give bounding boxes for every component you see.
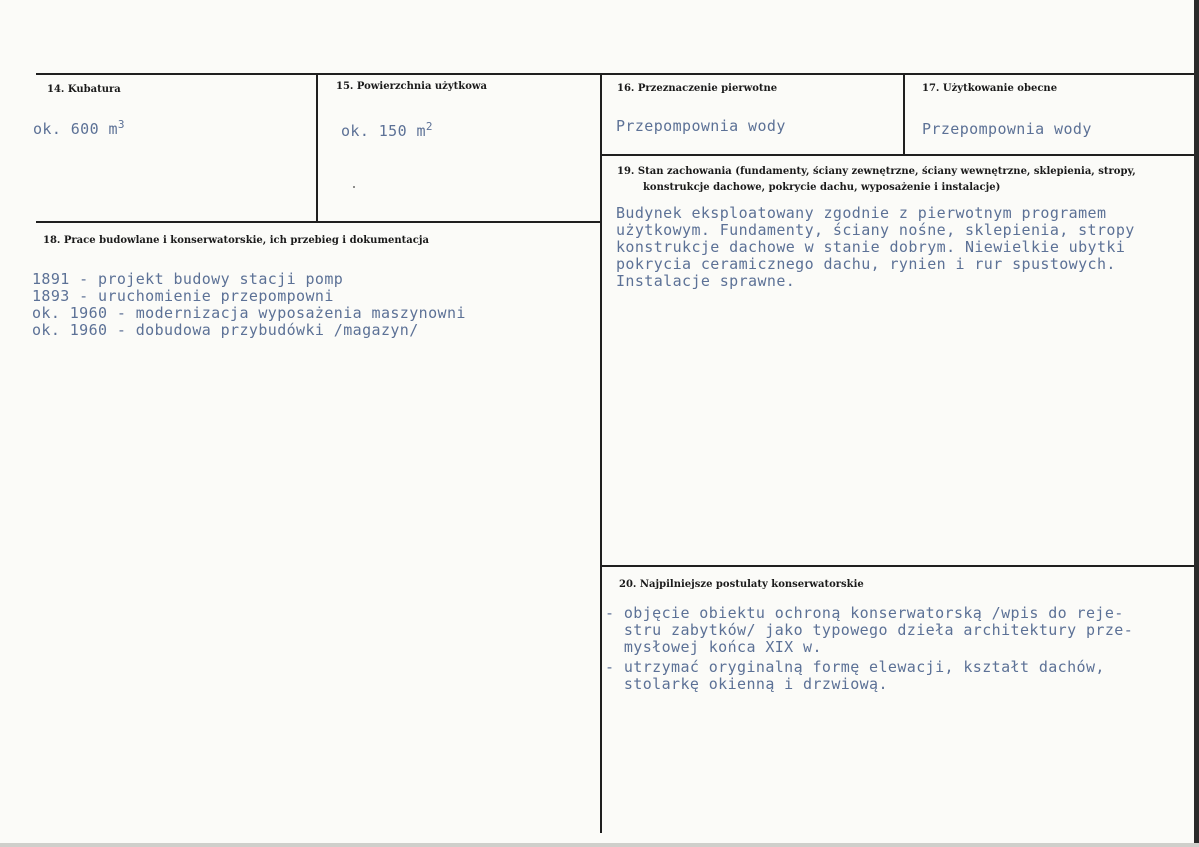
field-19-label-line-1: 19. Stan zachowania (fundamenty, ściany zewnętrzne, ściany wewnętrzne, sklepienia, stropy, <box>617 166 1136 177</box>
scan-edge-right <box>1194 0 1199 847</box>
rule-right-mid <box>601 154 1196 156</box>
top-rule <box>36 73 1196 75</box>
field-19-line-3: konstrukcje dachowe w stanie dobrym. Niewielkie ubytki <box>616 238 1126 256</box>
field-18-line-1: 1891 - projekt budowy stacji pomp <box>32 270 344 288</box>
field-14-label: 14. Kubatura <box>47 84 121 95</box>
field-18-label: 18. Prace budowlane i konserwatorskie, ich przebieg i dokumentacja <box>43 235 429 246</box>
field-14-value-text: ok. 600 m <box>33 120 118 138</box>
field-18-line-2: 1893 - uruchomienie przepompowni <box>32 287 334 305</box>
field-17-value: Przepompownia wody <box>922 120 1092 138</box>
field-15-label: 15. Powierzchnia użytkowa <box>336 81 487 92</box>
field-19-line-1: Budynek eksploatowany zgodnie z pierwotnym programem <box>616 204 1107 222</box>
rule-left-mid <box>36 221 602 223</box>
field-20-line-3: mysłowej końca XIX w. <box>605 638 822 656</box>
rule-right-lower <box>601 565 1195 567</box>
field-20-line-2: stru zabytków/ jako typowego dzieła architektury prze- <box>605 621 1134 639</box>
field-14-value <box>33 118 125 138</box>
field-20-line-1: - objęcie obiektu ochroną konserwatorską /wpis do reje- <box>605 604 1124 622</box>
field-17-label: 17. Użytkowanie obecne <box>922 83 1058 94</box>
field-20-label: 20. Najpilniejsze postulaty konserwatorskie <box>619 579 864 590</box>
field-20-line-4: - utrzymać oryginalną formę elewacji, kształt dachów, <box>605 658 1105 676</box>
divider-main <box>600 73 602 833</box>
field-18-line-3: ok. 1960 - modernizacja wyposażenia maszynowni <box>32 304 466 322</box>
field-19-line-4: pokrycia ceramicznego dachu, rynien i rur spustowych. <box>616 255 1116 273</box>
field-15-value <box>341 120 433 140</box>
field-15-exponent: 2 <box>425 120 433 133</box>
divider-14-15 <box>316 73 318 222</box>
field-14-exponent: 3 <box>117 118 125 131</box>
scan-edge-bottom <box>0 843 1199 847</box>
field-20-line-5: stolarkę okienną i drzwiową. <box>605 675 888 693</box>
field-19-line-5: Instalacje sprawne. <box>616 272 796 290</box>
field-16-label: 16. Przeznaczenie pierwotne <box>617 83 778 94</box>
divider-16-17 <box>903 73 905 155</box>
ink-speck <box>353 186 355 188</box>
field-15-value-text: ok. 150 m <box>341 122 426 140</box>
field-19-line-2: użytkowym. Fundamenty, ściany nośne, sklepienia, stropy <box>616 221 1135 239</box>
field-16-value: Przepompownia wody <box>616 117 786 135</box>
field-19-label-line-2: konstrukcje dachowe, pokrycie dachu, wyposażenie i instalacje) <box>643 182 1001 193</box>
field-18-line-4: ok. 1960 - dobudowa przybudówki /magazyn/ <box>32 321 419 339</box>
